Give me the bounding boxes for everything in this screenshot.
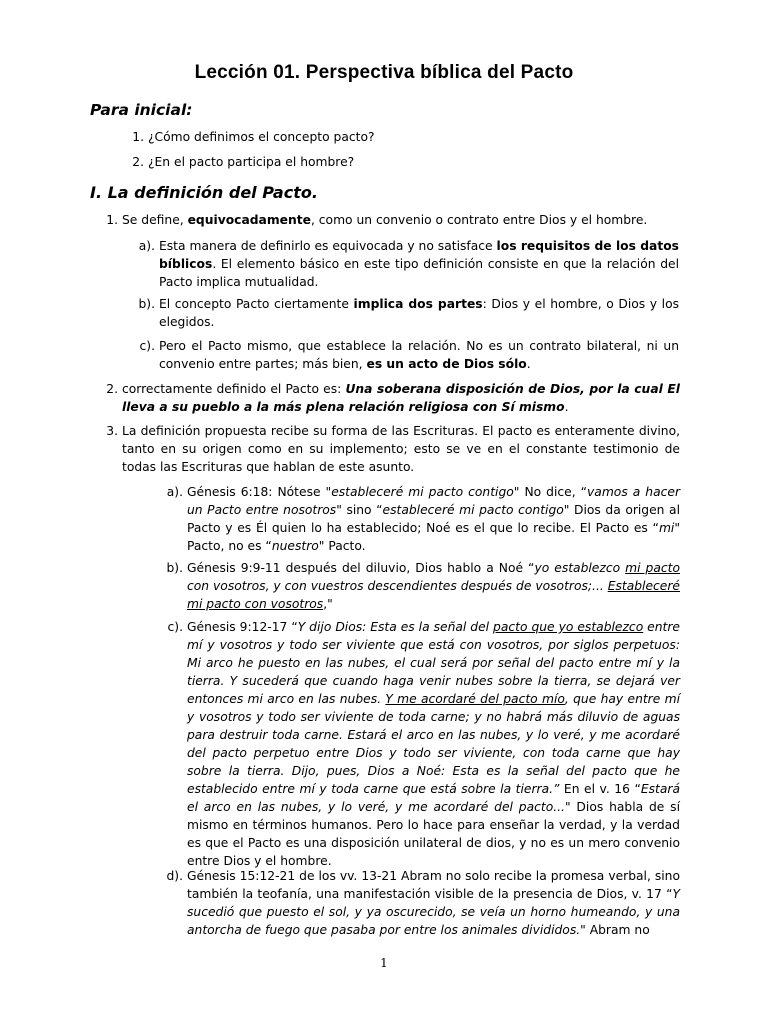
italic-text: yo establezco	[534, 561, 626, 575]
text: La definición propuesta recibe su forma de las Escrituras. El pacto es enteramente divino, tanto en su origen como en su implemento; esto se ve en el constante testimonio de todas las Escrituras que hablan de este asunto.	[122, 424, 680, 474]
italic-text: entre mí y vosotros y todo ser viviente que está con vosotros, por siglos perpetuos: Mi arco he puesto en las nubes, el cual será por señal del pacto entre mí y la tierra. Y sucederá que cuando haga venir nubes sobre la tierra, se dejará ver entonces mi arco en las nubes.	[187, 620, 680, 706]
point-3b	[166, 559, 680, 613]
text: .	[564, 400, 569, 414]
list-marker: d).	[166, 869, 183, 883]
list-marker: 2.	[106, 382, 118, 396]
point-3c	[167, 618, 681, 870]
point-1a	[138, 237, 679, 291]
text: . El elemento básico en este tipo definición consiste en que la relación del Pacto implica mutualidad.	[159, 257, 679, 289]
text: .	[526, 357, 531, 371]
page-number: 1	[380, 956, 388, 970]
list-marker: 1.	[106, 213, 118, 227]
underlined-text: mi pacto	[625, 561, 680, 575]
point-3d	[166, 867, 680, 939]
page-title: Lección 01. Perspectiva bíblica del Pacto	[194, 62, 574, 83]
definition-text: Una soberana disposición de Dios, por la cual El lleva a su pueblo a la más plena relación religiosa con Sí mismo	[122, 382, 680, 414]
text: correctamente definido el Pacto es:	[122, 382, 346, 396]
text: , como un convenio o contrato entre Dios y el hombre.	[310, 213, 648, 227]
bold-text: implica dos partes	[353, 297, 483, 311]
italic-text: Y dijo Dios: Esta es la señal del	[297, 620, 494, 634]
italic-text: vamos a hacer un Pacto entre nosotros	[187, 485, 680, 517]
list-marker: a).	[138, 239, 155, 253]
text: ,"	[323, 597, 333, 611]
italic-text: con vosotros, y con vuestros descendientes después de vosotros;...	[187, 579, 608, 593]
text: Génesis 15:12-21 de los vv. 13-21 Abram no solo recibe la promesa verbal, sino también la teofanía, una manifestación visible de la presencia de Dios, v. 17 “	[187, 869, 680, 901]
list-marker: 3.	[106, 424, 118, 438]
point-1c	[139, 337, 679, 373]
list-marker: a).	[166, 485, 183, 499]
text: Génesis 9:12-17 “	[187, 620, 298, 634]
text: Génesis 6:18: Nótese	[187, 485, 326, 499]
text: " sino “	[336, 503, 383, 517]
italic-text: "estableceré mi pacto contigo"	[325, 485, 520, 499]
point-3	[106, 422, 680, 476]
text: Se define,	[122, 213, 188, 227]
text: Génesis 9:9-11 después del diluvio, Dios hablo a Noé “	[187, 561, 535, 575]
intro-heading: Para inicial:	[90, 101, 193, 119]
underlined-text: pacto que yo establezco	[493, 620, 644, 634]
list-marker: 1.	[132, 130, 144, 144]
point-1b	[138, 295, 679, 331]
section-heading: I. La definición del Pacto.	[90, 183, 318, 202]
list-marker: b).	[166, 561, 183, 575]
intro-question-2	[132, 153, 708, 171]
text: Pero el Pacto mismo, que establece la relación. No es un contrato bilateral, ni un convenio entre partes; más bien,	[159, 339, 679, 371]
point-1	[106, 211, 680, 229]
bold-text: los requisitos de los datos bíblicos	[159, 239, 679, 271]
list-marker: 2.	[132, 155, 144, 169]
underlined-text: Estableceré mi pacto con vosotros	[187, 579, 680, 611]
text: " Dios da origen al Pacto y es Él quien lo ha establecido; Noé es el que lo recibe. El Pacto es “	[187, 503, 680, 535]
bold-text: es un acto de Dios sólo	[366, 357, 527, 371]
text: En el v. 16 “	[559, 782, 641, 796]
italic-text: nuestro	[271, 539, 319, 553]
italic-text: estableceré mi pacto contigo	[382, 503, 564, 517]
bold-text: equivocadamente	[187, 213, 311, 227]
point-2	[106, 380, 680, 416]
text: " Pacto, no es “	[187, 521, 680, 553]
text: El concepto Pacto ciertamente	[159, 297, 354, 311]
text: : Dios y el hombre, o Dios y los elegidos.	[159, 297, 679, 329]
question-text: ¿Cómo definimos el concepto pacto?	[148, 130, 375, 144]
text: " Abram no	[580, 923, 650, 937]
point-3a	[166, 483, 680, 555]
list-marker: b).	[138, 297, 155, 311]
italic-text: Y sucedió que puesto el sol, y ya oscurecido, se veía un horno humeando, y una antorcha de fuego que pasaba por entre los animales divididos.	[187, 887, 680, 937]
italic-text: Estará el arco en las nubes, y lo veré, y me acordaré del pacto...	[187, 782, 680, 814]
text: " Dios habla de sí mismo en términos humanos. Pero lo hace para enseñar la verdad, y la verdad es que el Pacto es una disposición unilateral de dios, y no es un mero convenio entre Dios y el hombre.	[187, 800, 681, 868]
italic-text: mi	[658, 521, 675, 535]
question-text: ¿En el pacto participa el hombre?	[148, 155, 355, 169]
italic-text: , que hay entre mí y vosotros y todo ser viviente de toda carne; y no habrá más diluvio de aguas para destruir toda carne. Estará el arco en las nubes, y lo veré, y me acordaré del pacto perpetuo entre Dios y todo ser viviente, con toda carne que hay sobre la tierra. Dijo, pues, Dios a Noé: Esta es la señal del pacto que he establecido entre mí y toda carne que está sobre la tierra.”	[187, 692, 681, 796]
text: No dice, “	[519, 485, 588, 499]
intro-question-1	[132, 128, 708, 146]
underlined-text: Y me acordaré del pacto mío	[385, 692, 565, 706]
text: Esta manera de definirlo es equivocada y no satisface	[159, 239, 497, 253]
text: " Pacto.	[318, 539, 366, 553]
list-marker: c).	[167, 620, 183, 634]
list-marker: c).	[139, 339, 155, 353]
